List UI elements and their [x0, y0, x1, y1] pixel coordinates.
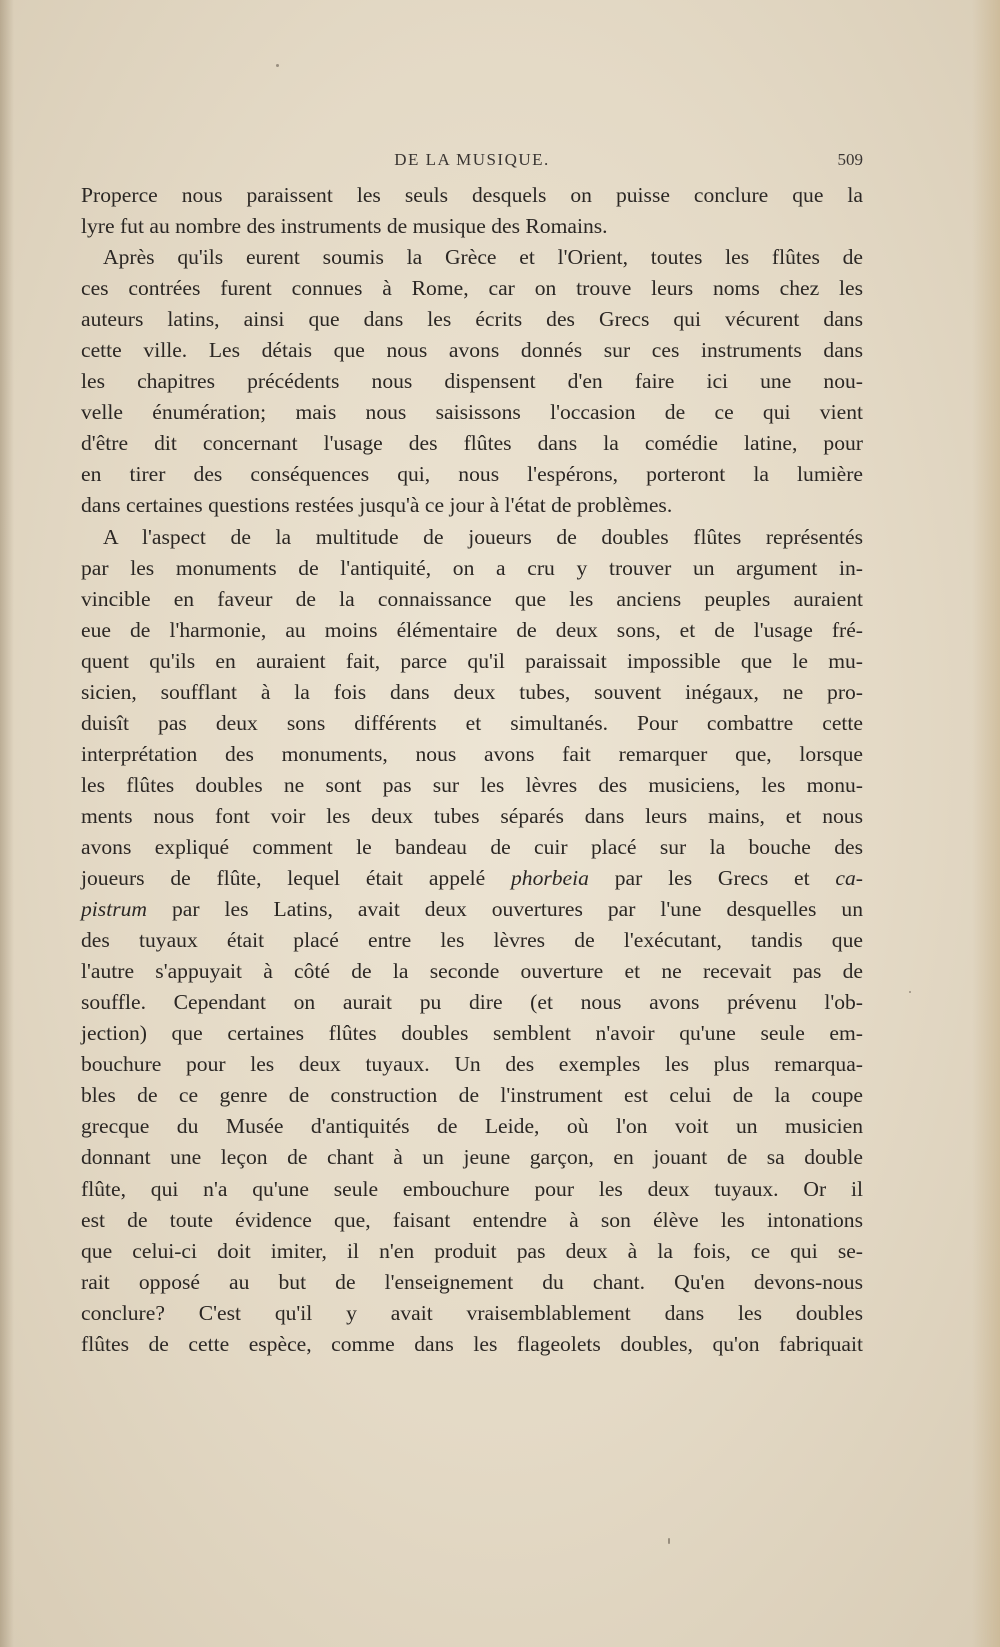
- paper-speck: [276, 64, 279, 67]
- text-line: bouchure pour les deux tuyaux. Un des exemples les plus remarqua-: [81, 1052, 863, 1077]
- text-line: quent qu'ils en auraient fait, parce qu'il paraissait impossible que le mu-: [81, 648, 863, 673]
- text-line: sicien, soufflant à la fois dans deux tubes, souvent inégaux, ne pro-: [81, 679, 863, 704]
- body-text: [81, 180, 863, 1360]
- text-line: duisît pas deux sons différents et simultanés. Pour combattre cette: [81, 710, 863, 735]
- paper-speck: [909, 991, 911, 993]
- text-line: souffle. Cependant on aurait pu dire (et nous avons prévenu l'ob-: [81, 990, 863, 1015]
- text-line: Properce nous paraissent les seuls desquels on puisse conclure que la: [81, 183, 863, 207]
- text-line: pistrum par les Latins, avait deux ouvertures par l'une desquelles un: [81, 897, 863, 922]
- text-line: A l'aspect de la multitude de joueurs de doubles flûtes représentés: [103, 524, 863, 549]
- text-line: donnant une leçon de chant à un jeune garçon, en jouant de sa double: [81, 1145, 863, 1170]
- text-line: dans certaines questions restées jusqu'à ce jour à l'état de problèmes.: [81, 493, 673, 518]
- page-shadow-right: [972, 0, 1000, 1647]
- page-header: [81, 150, 863, 176]
- paper-speck: [668, 1538, 670, 1544]
- text-line: ces contrées furent connues à Rome, car on trouve leurs noms chez les: [81, 276, 863, 301]
- text-line: en tirer des conséquences qui, nous l'espérons, porteront la lumière: [81, 462, 863, 487]
- text-line: l'autre s'appuyait à côté de la seconde ouverture et ne recevait pas de: [81, 959, 863, 984]
- text-line: eue de l'harmonie, au moins élémentaire de deux sons, et de l'usage fré-: [81, 617, 863, 642]
- text-line: des tuyaux était placé entre les lèvres de l'exécutant, tandis que: [81, 928, 863, 953]
- text-line: joueurs de flûte, lequel était appelé phorbeia par les Grecs et ca-: [81, 866, 863, 891]
- text-line: rait opposé au but de l'enseignement du chant. Qu'en devons-nous: [81, 1269, 863, 1294]
- text-line: auteurs latins, ainsi que dans les écrits des Grecs qui vécurent dans: [81, 307, 863, 332]
- text-line: les flûtes doubles ne sont pas sur les lèvres des musiciens, les monu-: [81, 772, 863, 797]
- text-line: vincible en faveur de la connaissance que les anciens peuples auraient: [81, 586, 863, 611]
- page-number: 509: [837, 150, 863, 169]
- text-line: interprétation des monuments, nous avons fait remarquer que, lorsque: [81, 741, 863, 766]
- text-line: grecque du Musée d'antiquités de Leide, où l'on voit un musicien: [81, 1114, 863, 1139]
- page-shadow-left: [0, 0, 14, 1647]
- text-line: par les monuments de l'antiquité, on a cru y trouver un argument in-: [81, 555, 863, 580]
- text-line: flûte, qui n'a qu'une seule embouchure pour les deux tuyaux. Or il: [81, 1176, 863, 1201]
- running-title: DE LA MUSIQUE.: [394, 150, 550, 169]
- text-line: cette ville. Les détais que nous avons donnés sur ces instruments dans: [81, 338, 863, 363]
- text-line: lyre fut au nombre des instruments de musique des Romains.: [81, 214, 608, 239]
- text-line: velle énumération; mais nous saisissons l'occasion de ce qui vient: [81, 400, 863, 425]
- text-line: conclure? C'est qu'il y avait vraisemblablement dans les doubles: [81, 1300, 863, 1325]
- text-line: avons expliqué comment le bandeau de cuir placé sur la bouche des: [81, 834, 863, 859]
- text-line: ments nous font voir les deux tubes séparés dans leurs mains, et nous: [81, 803, 863, 828]
- text-line: les chapitres précédents nous dispensent d'en faire ici une nou-: [81, 369, 863, 394]
- text-line: d'être dit concernant l'usage des flûtes dans la comédie latine, pour: [81, 431, 863, 456]
- text-line: flûtes de cette espèce, comme dans les flageolets doubles, qu'on fabriquait: [81, 1331, 863, 1356]
- text-line: jection) que certaines flûtes doubles semblent n'avoir qu'une seule em-: [81, 1021, 863, 1046]
- text-line: est de toute évidence que, faisant entendre à son élève les intonations: [81, 1207, 863, 1232]
- text-line: Après qu'ils eurent soumis la Grèce et l'Orient, toutes les flûtes de: [103, 245, 863, 270]
- text-line: bles de ce genre de construction de l'instrument est celui de la coupe: [81, 1083, 863, 1108]
- text-line: que celui-ci doit imiter, il n'en produit pas deux à la fois, ce qui se-: [81, 1238, 863, 1263]
